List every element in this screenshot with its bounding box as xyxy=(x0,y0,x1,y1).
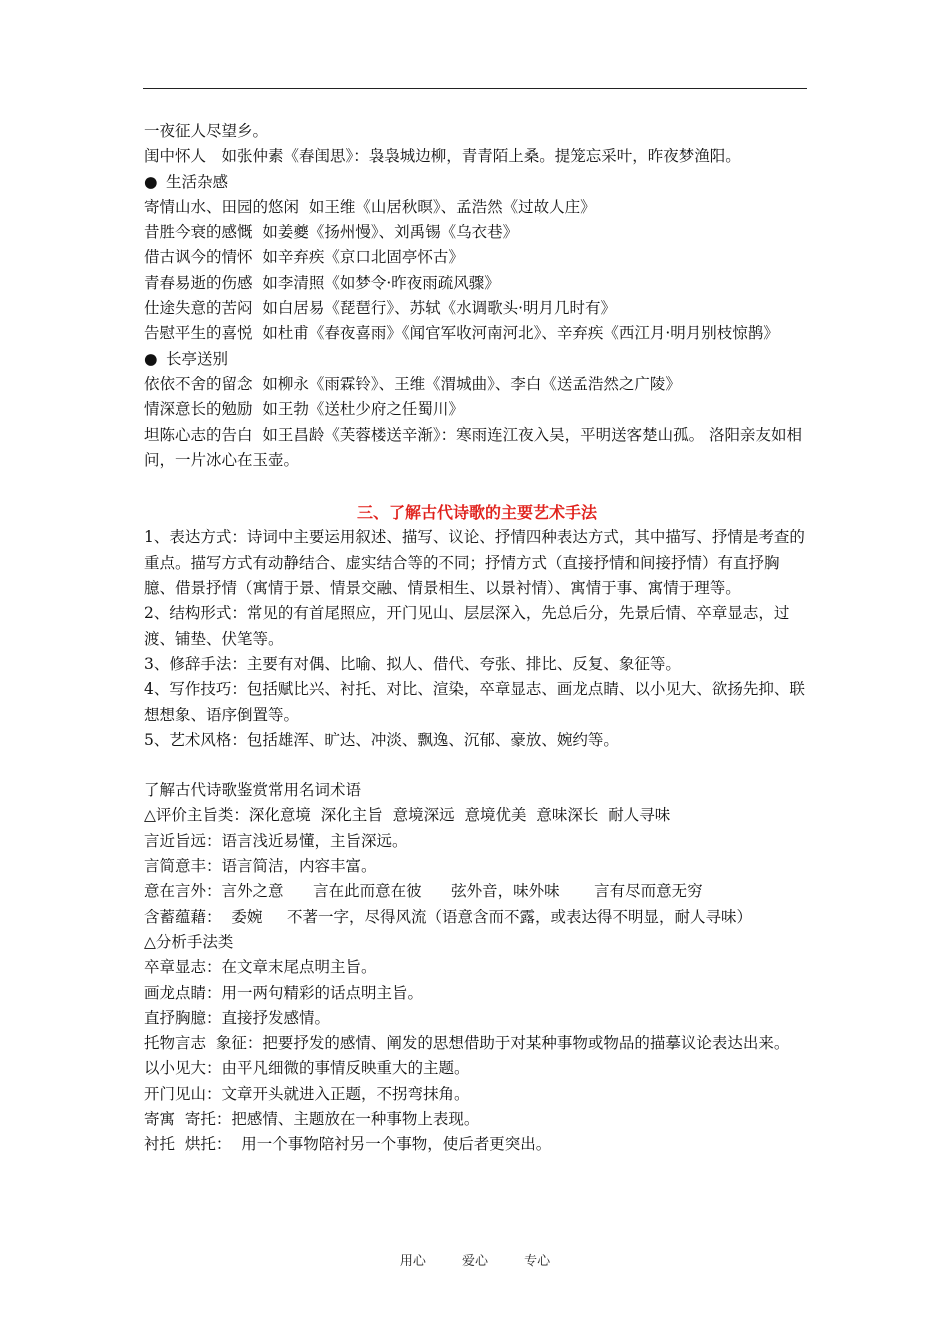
text-line: 含蓄蕴藉： 委婉 不著一字，尽得风流（语意含而不露，或表达得不明显，耐人寻味） xyxy=(144,907,752,926)
text-line: 仕途失意的苦闷 如白居易《琵琶行》、苏轼《水调歌头·明月几时有》 xyxy=(144,299,617,318)
text-line: 寄情山水、田园的悠闲 如王维《山居秋暝》、孟浩然《过故人庄》 xyxy=(144,197,596,216)
text-line: 托物言志 象征：把要抒发的感情、阐发的思想借助于对某种事物或物品的描摹议论表达出来。 xyxy=(144,1034,790,1053)
bullet-heading-life xyxy=(144,170,810,195)
section-heading: 三、了解古代诗歌的主要艺术手法 xyxy=(356,503,597,523)
text-line: 依依不舍的留念 如柳永《雨霖铃》、王维《渭城曲》、李白《送孟浩然之广陵》 xyxy=(144,374,681,393)
footer-item: 用心 xyxy=(399,1254,426,1269)
text-line: 情深意长的勉励 如王勃《送杜少府之任蜀川》 xyxy=(144,400,464,419)
text-line: 坦陈心志的告白 如王昌龄《芙蓉楼送辛渐》：寒雨连江夜入吴，平明送客楚山孤。 洛阳亲友如相问，一片冰心在玉壶。 xyxy=(144,425,803,469)
text-line: 5、艺术风格：包括雄浑、旷达、冲淡、飘逸、沉郁、豪放、婉约等。 xyxy=(144,730,619,749)
text-line: 闺中怀人 如张仲素《春闺思》：袅袅城边柳，青青陌上桑。提笼忘采叶，昨夜梦渔阳。 xyxy=(144,147,741,166)
bullet-label: 长亭送别 xyxy=(166,349,229,368)
text-line: 开门见山：文章开头就进入正题，不拐弯抹角。 xyxy=(144,1084,470,1103)
text-line: 卒章显志：在文章末尾点明主旨。 xyxy=(144,958,377,977)
text-line: 告慰平生的喜悦 如杜甫《春夜喜雨》《闻官军收河南河北》、辛弃疾《西江月·明月别枝惊鹊》 xyxy=(144,324,779,343)
text-line: 2、结构形式：常见的有首尾照应，开门见山、层层深入，先总后分，先景后情、卒章显志，过渡、铺垫、伏笔等。 xyxy=(144,604,790,648)
text-line: 青春易逝的伤感 如李清照《如梦令·昨夜雨疏风骤》 xyxy=(144,273,500,292)
text-line: 3、修辞手法：主要有对偶、比喻、拟人、借代、夸张、排比、反复、象征等。 xyxy=(144,654,681,673)
text-line: 借古讽今的情怀 如辛弃疾《京口北固亭怀古》 xyxy=(144,248,464,267)
bullet-icon: ● xyxy=(144,349,158,368)
text-line: 直抒胸臆：直接抒发感情。 xyxy=(144,1008,331,1027)
text-line: 4、写作技巧：包括赋比兴、衬托、对比、渲染，卒章显志、画龙点睛、以小见大、欲扬先抑、联想想象、语序倒置等。 xyxy=(144,680,805,724)
text-line: 言简意丰：语言简洁，内容丰富。 xyxy=(144,857,377,876)
text-line: △分析手法类 xyxy=(144,932,234,951)
footer-item: 爱心 xyxy=(461,1254,488,1269)
bullet-icon: ● xyxy=(144,172,158,191)
document-body xyxy=(144,119,810,1158)
text-line: 昔胜今衰的感慨 如姜夔《扬州慢》、刘禹锡《乌衣巷》 xyxy=(144,223,519,242)
text-line: 以小见大：由平凡细微的事情反映重大的主题。 xyxy=(144,1059,470,1078)
bullet-label: 生活杂感 xyxy=(166,172,229,191)
bullet-heading-farewell xyxy=(144,347,810,372)
text-line: 1、表达方式：诗词中主要运用叙述、描写、议论、抒情四种表达方式，其中描写、抒情是考查的重点。描写方式有动静结合、虚实结合等的不同；抒情方式（直接抒情和间接抒情）有直抒胸臆、借景抒情（寓情于景、情景交融、情景相生、以景衬情）、寓情于事、寓情于理等。 xyxy=(144,528,805,598)
footer-item: 专心 xyxy=(524,1254,551,1269)
page-footer xyxy=(0,1250,950,1269)
text-line: 意在言外：言外之意 言在此而意在彼 弦外音，味外味 言有尽而意无穷 xyxy=(144,882,703,901)
text-line: 了解古代诗歌鉴赏常用名词术语 xyxy=(144,781,362,800)
text-line: 寄寓 寄托：把感情、主题放在一种事物上表现。 xyxy=(144,1109,480,1128)
text-line: 画龙点睛：用一两句精彩的话点明主旨。 xyxy=(144,983,424,1002)
spacer xyxy=(144,753,810,778)
text-line: 一夜征人尽望乡。 xyxy=(144,122,269,140)
text-line: 言近旨远：语言浅近易懂，主旨深远。 xyxy=(144,831,408,850)
text-line: 衬托 烘托： 用一个事物陪衬另一个事物，使后者更突出。 xyxy=(144,1135,552,1154)
text-line: △评价主旨类：深化意境 深化主旨 意境深远 意境优美 意味深长 耐人寻味 xyxy=(144,806,671,825)
header-rule xyxy=(143,88,807,89)
